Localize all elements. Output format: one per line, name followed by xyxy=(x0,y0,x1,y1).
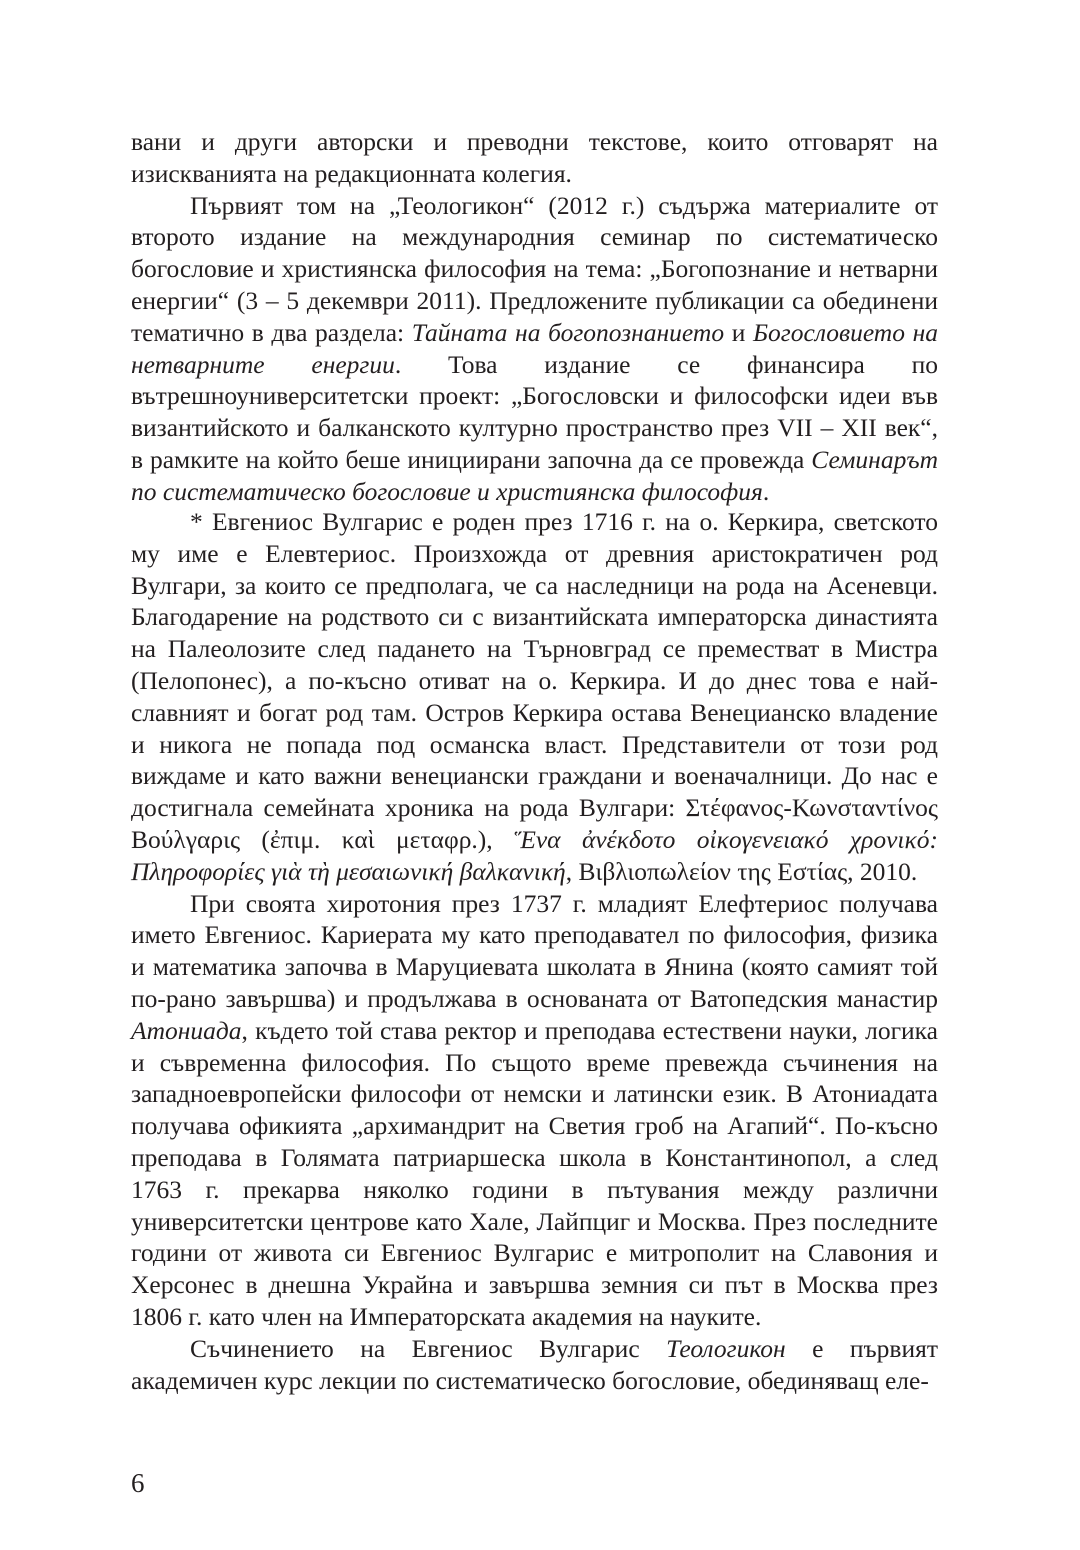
italic-text: Атониада xyxy=(131,1015,242,1045)
text-run: , където той става ректор и преподава естествени науки, логика и съвременна философия. По същото време превежда съчинения на западноевропейски философи от немски и латински език. В Атониадата получава офикията „архимандрит на Светия гроб на Агапий“. По-късно преподава в Голямата патриаршеска школа в Константинопол, а след 1763 г. прекарва няколко години в пътувания между различни университетски центрове като Хале, Лайпциг и Москва. През последните години от живота си Евгениос Вулгарис е митрополит на Славония и Херсонес в днешна Украйна и завършва земния си път в Москва през 1806 г. като член на Императорската академия на науките. xyxy=(131,1015,938,1331)
text-run: , Βιβλιοπωλείον της Εστίας, 2010. xyxy=(565,856,918,886)
italic-text: Богословието на нетварните енергии xyxy=(131,317,939,379)
notes-text-block xyxy=(131,506,938,1396)
text-run: е първият академичен курс лекции по систематическо богословие, обединяващ еле- xyxy=(131,1333,938,1395)
body-text-block xyxy=(131,126,938,508)
note-paragraph xyxy=(131,1333,938,1397)
body-paragraph xyxy=(131,190,938,508)
text-run: При своята хиротония през 1737 г. младият Елефтериос получава името Евгениос. Кариерата му като преподавател по философия, физика и математика започва в Маруциевата школата в Янина (която самият той по-рано завършва) и продължава в основаната от Ватопедския манастир xyxy=(131,888,938,1013)
italic-text: Тайната на богопознанието xyxy=(411,317,725,347)
page-number: 6 xyxy=(131,1468,145,1498)
text-run: Съчинението на Евгениос Вулгарис xyxy=(190,1333,667,1363)
italic-text: Теологикон xyxy=(666,1333,786,1363)
italic-text: Ἕνα ἀνέκδοτο οἰκογενειακό χρονικό: Πληροφορίες γιὰ τὴ μεσαιωνική βαλκανική xyxy=(131,824,938,886)
note-paragraph xyxy=(131,506,938,888)
note-paragraph xyxy=(131,888,938,1333)
text-run: Първият том на „Теологикон“ (2012 г.) съдържа материалите от второто издание на международния семинар по систематическо богословие и християнска философия на тема: „Богопознание и нетварни енергии“ (3 – 5 декември 2011). Предложените публикации са обединени тематично в два раздела: xyxy=(131,190,938,347)
italic-text: Семинарът по систематическо богословие и християнска философия xyxy=(131,444,938,506)
text-run: * Евгениос Вулгарис е роден през 1716 г. на о. Керкира, светското му име е Елевтериос. Произхожда от древния аристократичен род Вулгари, за които се предполага, че са наследници на рода на Асеневци. Благодарение на родството си с византийската императорска династията на Палеолозите след падането на Търновград се преместват в Мистра (Пелопонес), а по-късно отиват на о. Керкира. И до днес това е най-славният и богат род там. Остров Керкира остава Венецианско владение и никога не попада под османска власт. Представители от този род виждаме и като важни венециански граждани и военачалници. До нас е достигнала семейната хроника на рода Вулгари: Στέφανος-Κωνσταντίνος Βούλγαρις (ἐπιμ. καὶ μεταφρ.), xyxy=(131,507,938,854)
text-run: вани и други авторски и преводни текстове, които отговарят на изискванията на редакционната колегия. xyxy=(131,127,938,188)
text-run: . xyxy=(762,476,770,506)
body-paragraph xyxy=(131,126,938,190)
text-run: и xyxy=(724,317,754,347)
text-run: . Това издание се финансира по вътрешноуниверситетски проект: „Богословски и философски идеи във византийското и балканското културно пространство през VII – XII век“, в рамките на който беше инициирани започна да се провежда xyxy=(131,349,938,474)
